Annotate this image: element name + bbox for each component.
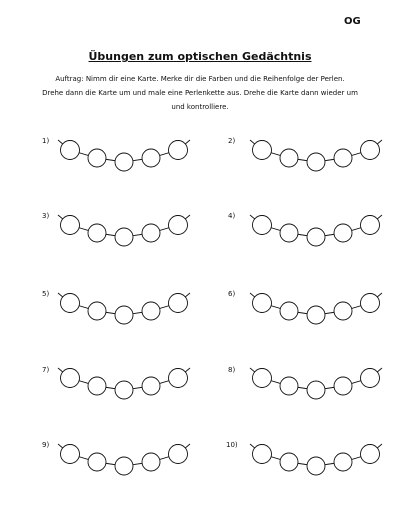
bead[interactable] bbox=[142, 224, 160, 242]
bead[interactable] bbox=[280, 224, 298, 242]
worksheet-code: OG bbox=[344, 16, 361, 27]
bead[interactable] bbox=[169, 369, 188, 388]
bead[interactable] bbox=[61, 216, 80, 235]
bead-chain-9 bbox=[58, 444, 190, 475]
bead[interactable] bbox=[61, 294, 80, 313]
bead[interactable] bbox=[253, 216, 272, 235]
bead[interactable] bbox=[88, 453, 106, 471]
bead-chain-10 bbox=[250, 444, 382, 475]
bead[interactable] bbox=[307, 228, 325, 246]
bead-chain-4 bbox=[250, 215, 382, 246]
bead[interactable] bbox=[361, 369, 380, 388]
bead[interactable] bbox=[115, 228, 133, 246]
bead-chain-5 bbox=[58, 293, 190, 324]
bead[interactable] bbox=[61, 369, 80, 388]
bead[interactable] bbox=[253, 294, 272, 313]
bead[interactable] bbox=[280, 377, 298, 395]
bead-chain-8 bbox=[250, 368, 382, 399]
bead[interactable] bbox=[115, 153, 133, 171]
bead[interactable] bbox=[61, 445, 80, 464]
bead[interactable] bbox=[115, 381, 133, 399]
bead[interactable] bbox=[334, 302, 352, 320]
page-title: Übungen zum optischen Gedächtnis bbox=[88, 50, 312, 63]
bead-chain-7 bbox=[58, 368, 190, 399]
bead[interactable] bbox=[307, 306, 325, 324]
exercise-label-7: 7) bbox=[42, 366, 50, 374]
bead-chain-2 bbox=[250, 140, 382, 171]
instruction-line: Auftrag: Nimm dir eine Karte. Merke dir die Farben und die Reihenfolge der Perlen. bbox=[55, 75, 345, 83]
exercise-label-4: 4) bbox=[228, 212, 236, 220]
exercise-label-5: 5) bbox=[42, 290, 50, 298]
bead[interactable] bbox=[253, 141, 272, 160]
bead[interactable] bbox=[88, 224, 106, 242]
bead[interactable] bbox=[334, 149, 352, 167]
exercise-label-10: 10) bbox=[226, 441, 238, 449]
bead[interactable] bbox=[88, 302, 106, 320]
instruction-line: und kontrolliere. bbox=[171, 103, 229, 111]
bead[interactable] bbox=[142, 453, 160, 471]
bead[interactable] bbox=[361, 445, 380, 464]
exercise-label-1: 1) bbox=[42, 137, 50, 145]
bead[interactable] bbox=[307, 153, 325, 171]
bead[interactable] bbox=[88, 149, 106, 167]
bead[interactable] bbox=[169, 294, 188, 313]
bead[interactable] bbox=[334, 224, 352, 242]
bead[interactable] bbox=[142, 302, 160, 320]
bead[interactable] bbox=[361, 216, 380, 235]
exercise-label-8: 8) bbox=[228, 366, 236, 374]
exercise-label-2: 2) bbox=[228, 137, 236, 145]
bead[interactable] bbox=[361, 141, 380, 160]
bead[interactable] bbox=[307, 381, 325, 399]
bead[interactable] bbox=[361, 294, 380, 313]
bead[interactable] bbox=[334, 377, 352, 395]
bead[interactable] bbox=[280, 149, 298, 167]
bead[interactable] bbox=[115, 457, 133, 475]
exercise-label-6: 6) bbox=[228, 290, 236, 298]
bead[interactable] bbox=[61, 141, 80, 160]
bead[interactable] bbox=[253, 369, 272, 388]
bead-chain-6 bbox=[250, 293, 382, 324]
bead-chain-3 bbox=[58, 215, 190, 246]
bead-chain-1 bbox=[58, 140, 190, 171]
bead[interactable] bbox=[88, 377, 106, 395]
bead[interactable] bbox=[169, 445, 188, 464]
bead[interactable] bbox=[280, 453, 298, 471]
bead[interactable] bbox=[169, 141, 188, 160]
exercise-label-3: 3) bbox=[42, 212, 50, 220]
exercise-label-9: 9) bbox=[42, 441, 50, 449]
bead[interactable] bbox=[334, 453, 352, 471]
instruction-line: Drehe dann die Karte um und male eine Perlenkette aus. Drehe die Karte dann wieder um bbox=[42, 89, 358, 97]
bead[interactable] bbox=[115, 306, 133, 324]
bead[interactable] bbox=[307, 457, 325, 475]
bead[interactable] bbox=[280, 302, 298, 320]
bead[interactable] bbox=[169, 216, 188, 235]
bead[interactable] bbox=[142, 149, 160, 167]
bead[interactable] bbox=[253, 445, 272, 464]
bead[interactable] bbox=[142, 377, 160, 395]
